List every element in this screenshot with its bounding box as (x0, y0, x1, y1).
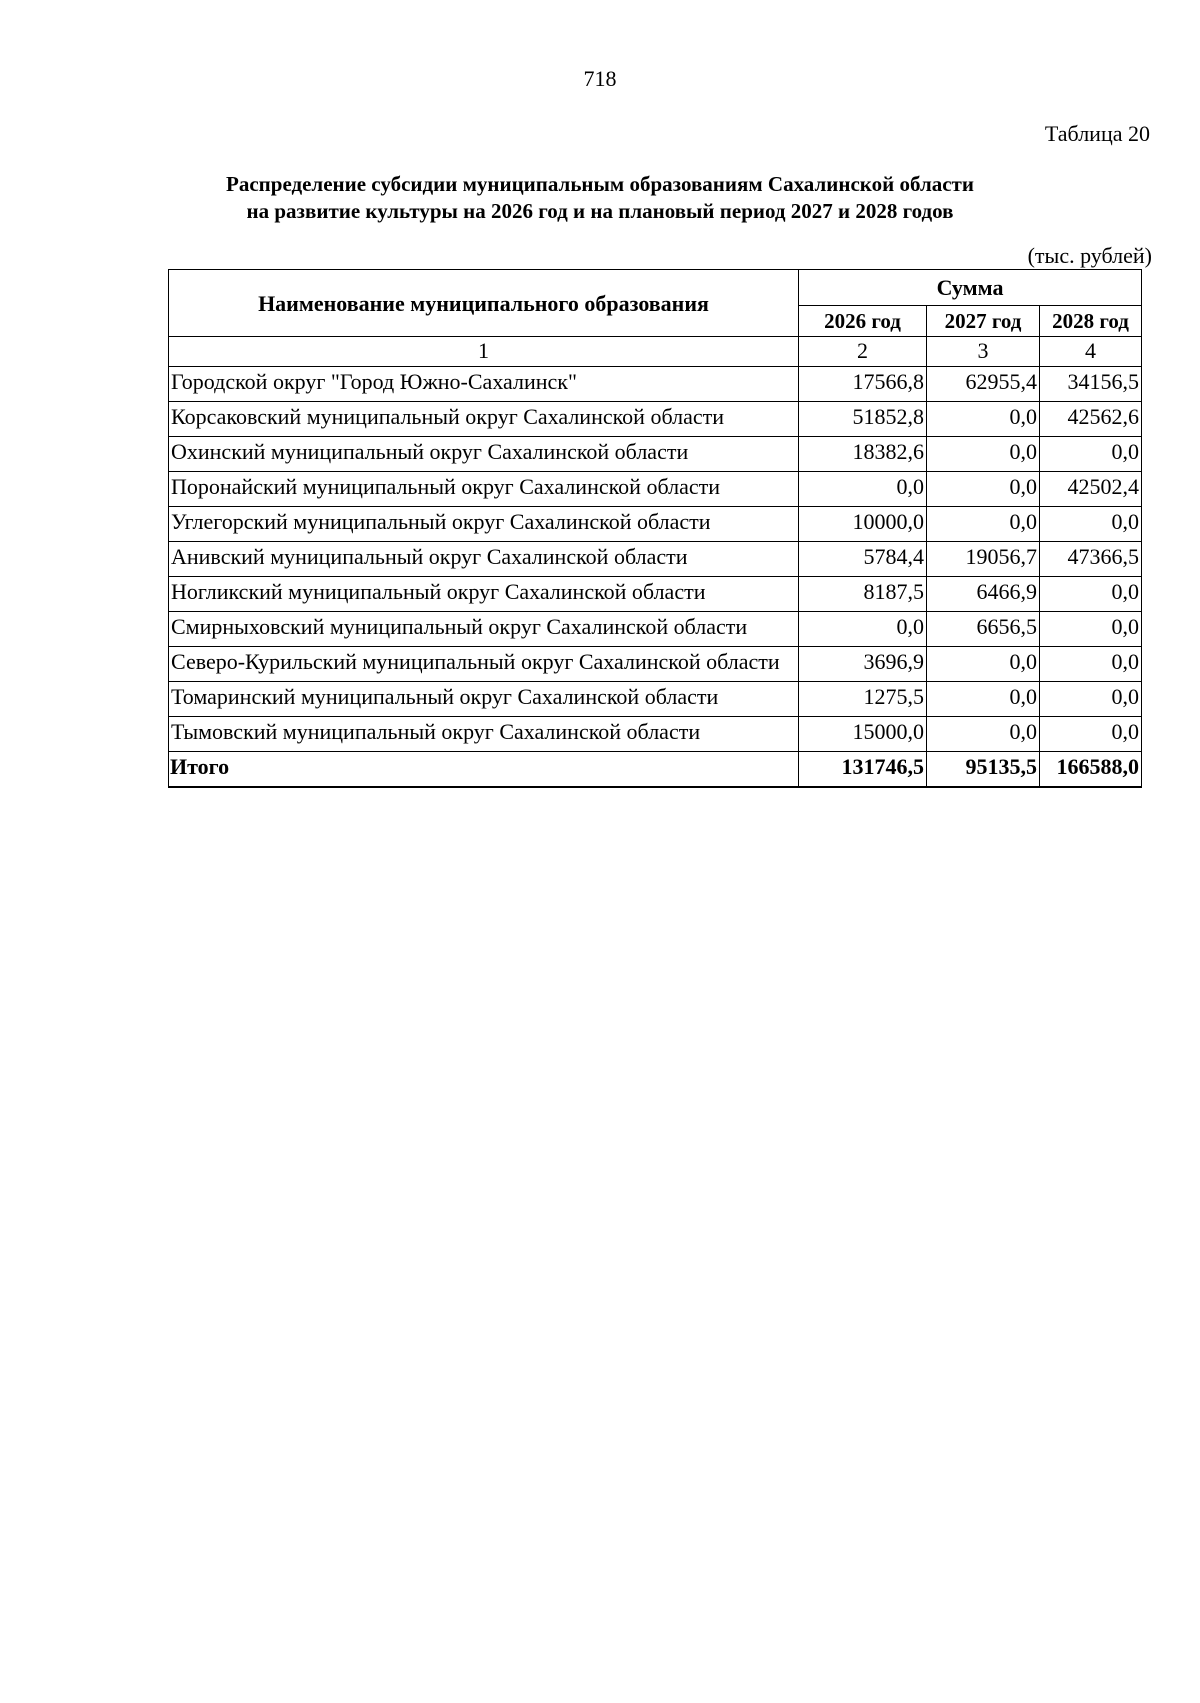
document-title (150, 171, 1050, 225)
municipality-name-cell: Корсаковский муниципальный округ Сахалинской области (169, 402, 799, 437)
value-2026-cell: 5784,4 (799, 542, 927, 577)
value-2026-cell: 17566,8 (799, 367, 927, 402)
value-2026-cell: 10000,0 (799, 507, 927, 542)
subsidy-table (168, 269, 1142, 788)
value-2027-cell: 0,0 (927, 507, 1040, 542)
value-2027-cell: 19056,7 (927, 542, 1040, 577)
municipality-name-cell: Смирныховский муниципальный округ Сахалинской области (169, 612, 799, 647)
value-2028-cell: 34156,5 (1040, 367, 1142, 402)
value-2028-cell: 0,0 (1040, 717, 1142, 752)
value-2028-cell: 0,0 (1040, 577, 1142, 612)
value-2026-cell: 51852,8 (799, 402, 927, 437)
table-row (169, 717, 1142, 752)
municipality-name-cell: Томаринский муниципальный округ Сахалинской области (169, 682, 799, 717)
value-2027-cell: 6466,9 (927, 577, 1040, 612)
value-2028-cell: 42562,6 (1040, 402, 1142, 437)
municipality-name-cell: Анивский муниципальный округ Сахалинской области (169, 542, 799, 577)
table-row (169, 437, 1142, 472)
municipality-name-cell: Углегорский муниципальный округ Сахалинской области (169, 507, 799, 542)
value-2026-cell: 1275,5 (799, 682, 927, 717)
value-2027-cell: 6656,5 (927, 612, 1040, 647)
value-2028-cell: 0,0 (1040, 682, 1142, 717)
municipality-name-cell: Тымовский муниципальный округ Сахалинской области (169, 717, 799, 752)
column-index: 1 (169, 337, 799, 367)
header-year-2027: 2027 год (927, 306, 1040, 337)
value-2026-cell: 18382,6 (799, 437, 927, 472)
value-2028-cell: 0,0 (1040, 437, 1142, 472)
table-row (169, 542, 1142, 577)
column-index-row (169, 337, 1142, 367)
value-2028-cell: 0,0 (1040, 507, 1142, 542)
value-2026-cell: 0,0 (799, 612, 927, 647)
table-row (169, 577, 1142, 612)
municipality-name-cell: Поронайский муниципальный округ Сахалинской области (169, 472, 799, 507)
table-row (169, 402, 1142, 437)
header-sum: Сумма (799, 270, 1142, 306)
municipality-name-cell: Северо-Курильский муниципальный округ Сахалинской области (169, 647, 799, 682)
value-2027-cell: 62955,4 (927, 367, 1040, 402)
table-row (169, 367, 1142, 402)
value-2026-cell: 3696,9 (799, 647, 927, 682)
value-2027-cell: 0,0 (927, 647, 1040, 682)
table-body (169, 337, 1142, 788)
value-2027-cell: 0,0 (927, 402, 1040, 437)
header-year-2026: 2026 год (799, 306, 927, 337)
table-label: Таблица 20 (1044, 121, 1150, 146)
table-row (169, 682, 1142, 717)
municipality-name-cell: Охинский муниципальный округ Сахалинской области (169, 437, 799, 472)
value-2026-cell: 0,0 (799, 472, 927, 507)
value-2027-cell: 0,0 (927, 472, 1040, 507)
table-row (169, 647, 1142, 682)
header-year-2028: 2028 год (1040, 306, 1142, 337)
value-2026-cell: 8187,5 (799, 577, 927, 612)
value-2027-cell: 0,0 (927, 437, 1040, 472)
total-row (169, 752, 1142, 788)
value-2028-cell: 0,0 (1040, 612, 1142, 647)
municipality-name-cell: Ногликский муниципальный округ Сахалинской области (169, 577, 799, 612)
value-2028-cell: 42502,4 (1040, 472, 1142, 507)
title-line-2: на развитие культуры на 2026 год и на плановый период 2027 и 2028 годов (246, 199, 954, 223)
title-line-1: Распределение субсидии муниципальным образованиям Сахалинской области (226, 172, 974, 196)
page-number: 718 (583, 66, 617, 91)
value-2026-cell: 15000,0 (799, 717, 927, 752)
value-2028-cell: 47366,5 (1040, 542, 1142, 577)
value-2027-cell: 0,0 (927, 682, 1040, 717)
total-2028-cell: 166588,0 (1040, 752, 1142, 788)
municipality-name-cell: Городской округ "Город Южно-Сахалинск" (169, 367, 799, 402)
total-2027-cell: 95135,5 (927, 752, 1040, 788)
header-name: Наименование муниципального образования (169, 270, 799, 337)
table-row (169, 612, 1142, 647)
total-label-cell: Итого (169, 752, 799, 788)
column-index: 4 (1040, 337, 1142, 367)
table-row (169, 507, 1142, 542)
total-2026-cell: 131746,5 (799, 752, 927, 788)
value-2028-cell: 0,0 (1040, 647, 1142, 682)
value-2027-cell: 0,0 (927, 717, 1040, 752)
table-row (169, 472, 1142, 507)
column-index: 3 (927, 337, 1040, 367)
units-label: (тыс. рублей) (1027, 243, 1152, 268)
column-index: 2 (799, 337, 927, 367)
